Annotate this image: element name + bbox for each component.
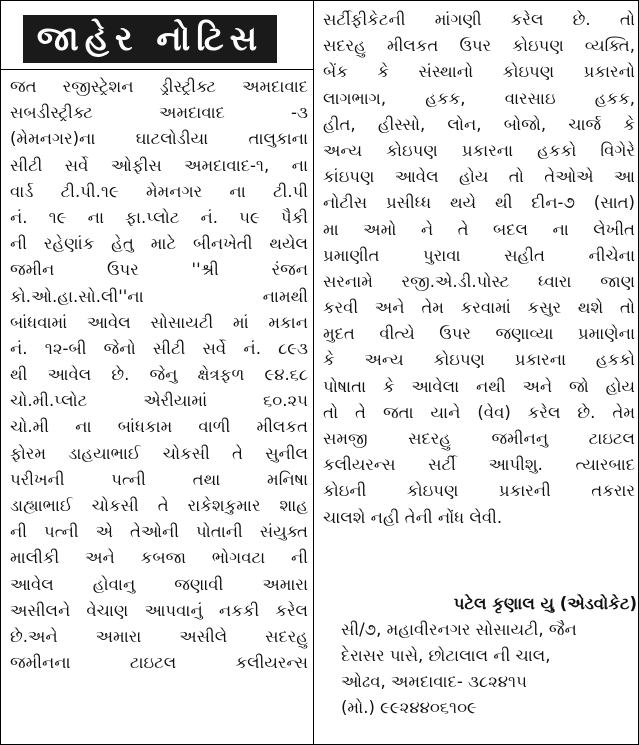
body-line: સર્ટીફીકેટની માંગણી કરેલ છે. તો	[323, 10, 635, 29]
body-line: સદરહુ મીલકત ઉપર કોઇપણ વ્યક્તિ,	[323, 36, 635, 56]
body-line: કોઇની કોઇપણ પ્રકારની તકરાર	[323, 481, 635, 501]
body-line: જત રજીસ્ટ્રેશન ડ્રીસ્ટ્રીક્ટ અમદાવાદ	[10, 77, 308, 96]
body-line: સમજી સદરહુ જમીનનુ ટાઇટલ	[323, 429, 635, 448]
body-line: અન્ય કોઇપણ પ્રકારના હકકો વિગેરે	[323, 140, 635, 160]
body-line: તો તે જતા યાને (વેવ) કરેલ છે. તેમ	[323, 402, 635, 422]
address-line: સી/૭, મહાવીરનગર સોસાયટી, જૈન	[341, 620, 577, 639]
body-line: લાગભાગ, હકક, વારસાઇ હકક,	[323, 88, 635, 108]
body-line: થી આવેલ છે. જેનુ ક્ષેત્રફળ ૯૪.૬૮	[10, 365, 308, 385]
address-line: દેરાસર પાસે, છોટાલાલ ની ચાલ,	[341, 646, 551, 665]
notice-title: જાહેર નોટિસ	[23, 15, 277, 63]
body-line: કો.ઓ.હા.સો.લી''ના નામથી	[10, 286, 308, 306]
body-line: વાર્ડ ટી.પી.૧૯ મેમનગર ના ટી.પી	[10, 181, 308, 201]
body-line: નં. ૧૨-બી જેનો સીટી સર્વે નં. ૮૯૩	[10, 338, 308, 358]
address-line: ઓઢવ, અમદાવાદ- ૩૮૨૪૧૫	[341, 672, 527, 691]
body-line: ચો.મી.પ્લોટ એરીયામાં ૬૦.૨૫	[10, 391, 308, 411]
right-column	[323, 7, 635, 531]
advocate-signature-block	[341, 591, 637, 721]
body-line: બેંક કે સંસ્થાનો કોઇપણ પ્રકારનો	[323, 62, 635, 82]
body-line: મા અમો ને તે બદલ ના લેખીત	[323, 219, 635, 239]
body-line: કરવી અને તેમ કરવામાં કસુર થશે તો	[323, 298, 635, 318]
body-line: સબડીસ્ટ્રીક્ટ અમદાવાદ -૩	[10, 103, 308, 123]
body-line: છે.અને અમારા અસીલે સદરહુ	[10, 626, 308, 646]
body-line: માલીકી અને કબજા ભોગવટા ની	[10, 548, 308, 568]
left-column	[10, 74, 308, 676]
title-divider	[1, 69, 313, 70]
body-line: કાંઇપણ આવેલ હોય તો તેઓએ આ	[323, 167, 635, 187]
body-line: પોષાતા કે આવેલા નથી અને જો હોય	[323, 376, 635, 396]
body-line: કે અન્ય કોઇપણ પ્રકારના હકકો	[323, 350, 635, 370]
column-divider	[313, 1, 314, 744]
body-line: ચો.મી ના બાંધકામ વાળી મીલકત	[10, 417, 308, 437]
phone-number: (મો.) ૯૯૨૪૪૦૬૧૦૯	[341, 698, 477, 717]
body-line: ડાહ્યાભાઈ ચોકસી તે રાકેશકુમાર શાહ	[10, 496, 308, 515]
body-line: કલીયરન્સ સર્ટી આપીશુ. ત્યારબાદ	[323, 455, 635, 475]
body-line: મુદત વીત્યે ઉપર જણાવ્યા પ્રમાણેના	[323, 324, 635, 344]
body-line: આવેલ હોવાનુ જણાવી અમારા	[10, 574, 308, 594]
advocate-name: પટેલ કૃણાલ યુ (એડવોકેટ)	[453, 594, 637, 613]
body-line: જમીનના ટાઇટલ કલીયરન્સ	[10, 653, 308, 673]
body-line: નં. ૧૯ ના ફા.પ્લોટ નં. ૫૯ પૈકી	[10, 207, 308, 227]
body-line: ની રહેણાંક હેતુ માટે બીનખેતી થયેલ	[10, 234, 308, 254]
body-line: સીટી સર્વે ઓફીસ અમદાવાદ-૧, ના	[10, 155, 308, 175]
body-line: હીત, હીસ્સો, લોન, બોજો, ચાર્જ કે	[323, 114, 635, 134]
body-line: પ્રમાણીત પુરાવા સહીત નીચેના	[323, 245, 635, 265]
body-line: ની પત્ની એ તેઓની પોતાની સંયુક્ત	[10, 522, 308, 542]
body-line: ફોરમ ડાહયાભાઈ ચોકસી તે સુનીલ	[10, 443, 308, 463]
body-line: ચાલશે નહી તેની નોંધ લેવી.	[323, 507, 503, 527]
body-line: જમીન ઉપર ''શ્રી રંજન	[10, 260, 308, 280]
body-line: અસીલને વેચાણ આપવાનું નકકી કરેલ	[10, 600, 308, 620]
body-line: નોટીસ પ્રસીધ્ધ થયે થી દીન-૭ (સાત)	[323, 193, 635, 213]
body-line: (મેમનગર)ના ઘાટલોડીયા તાલુકાના	[10, 129, 308, 149]
body-line: બાંધવામાં આવેલ સોસાયટી માં મકાન	[10, 312, 308, 332]
body-line: સરનામે રજી.એ.ડી.પોસ્ટ ધ્વારા જાણ	[323, 271, 635, 291]
body-line: પરીખની પત્ની તથા મનિષા	[10, 469, 308, 489]
